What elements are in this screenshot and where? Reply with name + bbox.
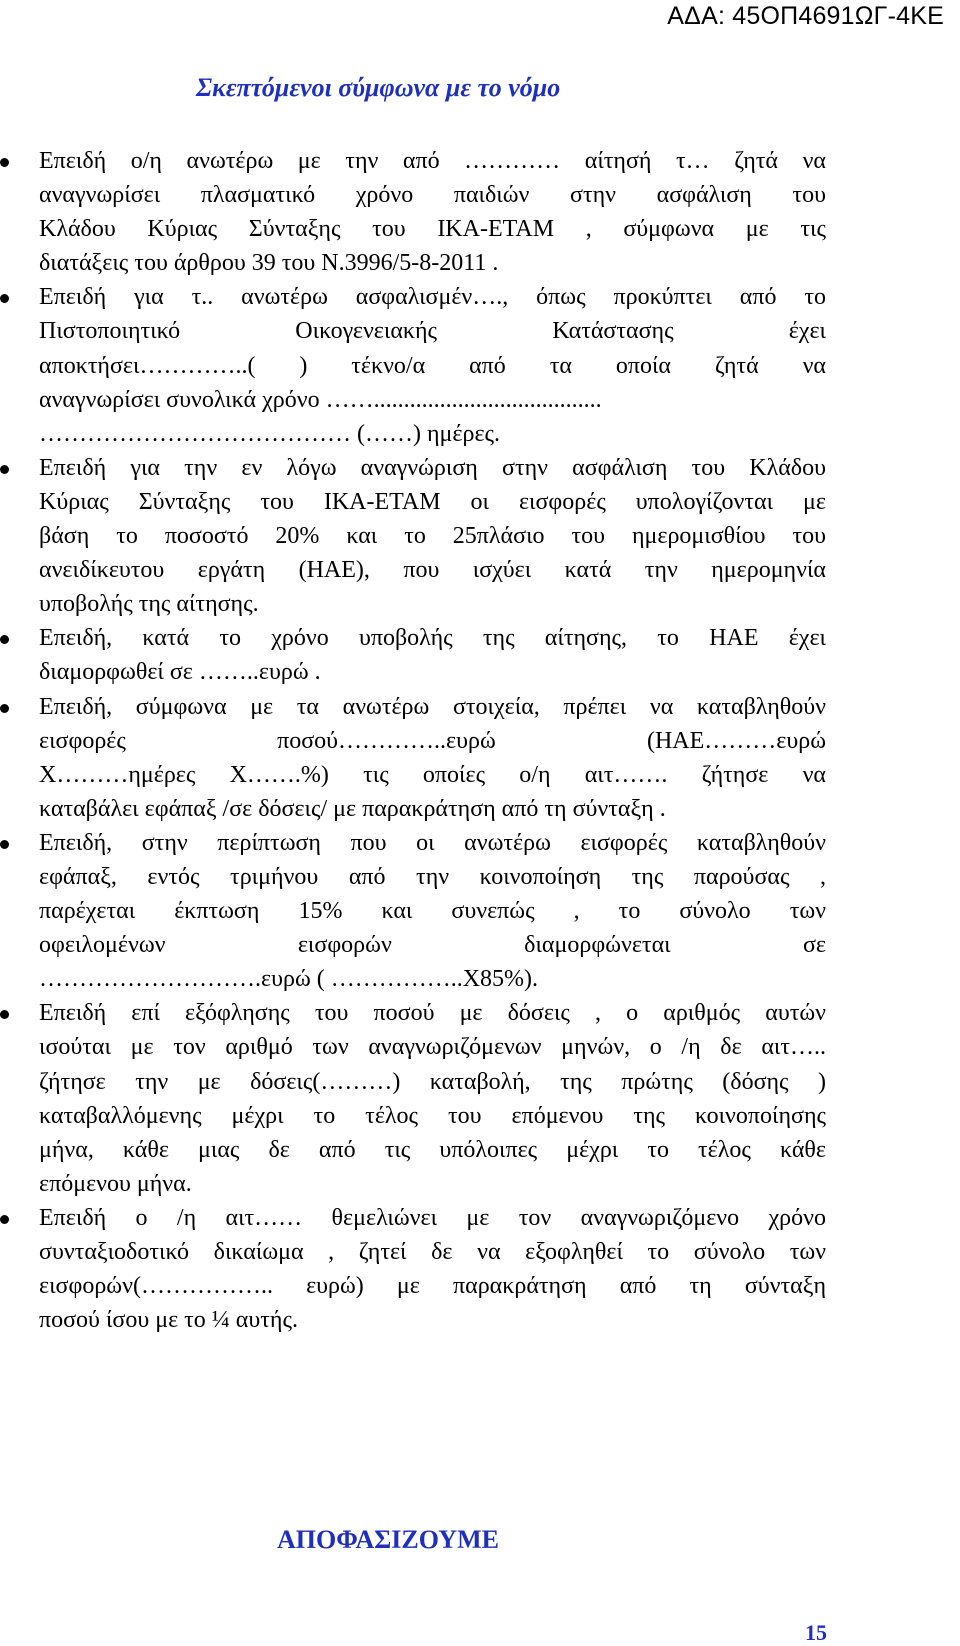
bullet-text-line: βάση το ποσοστό 20% και το 25πλάσιο του ημερομισθίου του — [39, 523, 826, 550]
bullet-text-line: καταβάλει εφάπαξ /σε δόσεις/ με παρακράτηση από τη σύνταξη . — [39, 795, 666, 822]
bullet-item — [0, 451, 826, 621]
bullet-dot-icon — [0, 1010, 9, 1019]
bullet-text-line: μήνα, κάθε μιας δε από τις υπόλοιπες μέχρι το τέλος κάθε — [39, 1136, 826, 1163]
bullet-text-line: καταβαλλόμενης μέχρι το τέλος του επόμενου της κοινοποίησης — [39, 1102, 826, 1129]
bullet-dot-icon — [0, 158, 9, 167]
decision-heading: ΑΠΟΦΑΣΙΖΟΥΜΕ — [277, 1525, 499, 1554]
bullet-text-line: εφάπαξ, εντός τριμήνου από την κοινοποίηση της παρούσας , — [39, 863, 826, 890]
bullet-text-line: ………………………………… (……) ημέρες. — [39, 420, 501, 447]
bullet-text-line: Επειδή, σύμφωνα με τα ανωτέρω στοιχεία, πρέπει να καταβληθούν — [39, 693, 826, 720]
bullet-text-line: Επειδή, κατά το χρόνο υποβολής της αίτησης, το ΗΑΕ έχει — [39, 625, 826, 652]
bullet-text-line: Κύριας Σύνταξης του ΙΚΑ-ΕΤΑΜ οι εισφορές υπολογίζονται με — [39, 488, 826, 515]
bullet-text-line: αναγνωρίσει συνολικά χρόνο ……...................................... — [39, 386, 602, 413]
bullet-text-line: οφειλομένων εισφορών διαμορφώνεται σε — [39, 932, 826, 959]
bullet-dot-icon — [0, 704, 9, 713]
bullet-text-line: υποβολής της αίτησης. — [39, 591, 259, 618]
bullet-item — [0, 144, 826, 280]
bullet-dot-icon — [0, 294, 9, 303]
bullet-text-line: παρέχεται έκπτωση 15% και συνεπώς , το σύνολο των — [39, 898, 826, 925]
bullet-text-line: ποσού ίσου με το ¼ αυτής. — [39, 1307, 298, 1334]
bullet-text-line: Κλάδου Κύριας Σύνταξης του ΙΚΑ-ΕΤΑΜ , σύμφωνα με τις — [39, 216, 826, 243]
bullet-dot-icon — [0, 465, 9, 474]
page-number: 15 — [805, 1620, 827, 1645]
bullet-text-line: αναγνωρίσει πλασματικό χρόνο παιδιών στην ασφάλιση του — [39, 182, 826, 209]
bullet-text-line: εισφορών(…………….. ευρώ) με παρακράτηση από τη σύνταξη — [39, 1273, 826, 1300]
bullet-text-line: συνταξιοδοτικό δικαίωμα , ζητεί δε να εξοφληθεί το σύνολο των — [39, 1239, 826, 1265]
bullet-item — [0, 690, 826, 826]
section-heading: Σκεπτόμενοι σύμφωνα με το νόμο — [196, 73, 561, 102]
bullet-text-line: ζήτησε την με δόσεις(………) καταβολή, της πρώτης (δόσης ) — [39, 1068, 826, 1095]
bullet-text-line: Επειδή για τ.. ανωτέρω ασφαλισμέν…., όπως προκύπτει από το — [39, 284, 826, 311]
bullet-text-line: επόμενου μήνα. — [39, 1170, 192, 1197]
bullet-text-line: Χ………ημέρες Χ…….%) τις οποίες ο/η αιτ……. ζήτησε να — [39, 761, 826, 788]
bullet-text-line: Επειδή, στην περίπτωση που οι ανωτέρω εισφορές καταβληθούν — [39, 829, 826, 856]
ada-code: ΑΔΑ: 45ΟΠ4691ΩΓ-4ΚΕ — [667, 2, 944, 30]
bullet-dot-icon — [0, 1215, 9, 1224]
bullet-text-line: διαμορφωθεί σε ……..ευρώ . — [39, 659, 321, 686]
bullet-text-line: ……………………….ευρώ ( ……………..Χ85%). — [39, 966, 539, 993]
bullet-item — [0, 280, 826, 450]
bullet-text-line: εισφορές ποσού…………..ευρώ (ΗΑΕ………ευρώ — [39, 727, 826, 754]
bullet-text-line: Επειδή ο /η αιτ…… θεμελιώνει με τον αναγνωριζόμενο χρόνο — [39, 1204, 826, 1231]
bullet-dot-icon — [0, 635, 9, 644]
bullet-dot-icon — [0, 840, 9, 849]
bullet-item — [0, 996, 826, 1201]
bullet-text-line: Επειδή για την εν λόγω αναγνώριση στην ασφάλιση του Κλάδου — [39, 454, 826, 481]
bullet-text-line: Πιστοποιητικό Οικογενειακής Κατάστασης έχει — [39, 318, 826, 345]
bullet-text-line: ανειδίκευτου εργάτη (ΗΑΕ), που ισχύει κατά την ημερομηνία — [39, 557, 826, 584]
bullet-item — [0, 826, 826, 996]
bullet-text-line: διατάξεις του άρθρου 39 του Ν.3996/5-8-2011 . — [39, 250, 499, 277]
bullet-item — [0, 1201, 826, 1337]
bullet-text-line: Επειδή ο/η ανωτέρω με την από ………… αίτησή τ… ζητά να — [39, 148, 826, 174]
reasons-bullet-list — [0, 144, 960, 1337]
bullet-text-line: αποκτήσει…………..( ) τέκνο/α από τα οποία ζητά να — [39, 352, 826, 379]
bullet-text-line: ισούται με τον αριθμό των αναγνωριζόμενων μηνών, ο /η δε αιτ….. — [39, 1034, 826, 1061]
bullet-item — [0, 621, 826, 689]
bullet-text-line: Επειδή επί εξόφλησης του ποσού με δόσεις , ο αριθμός αυτών — [39, 1000, 826, 1027]
